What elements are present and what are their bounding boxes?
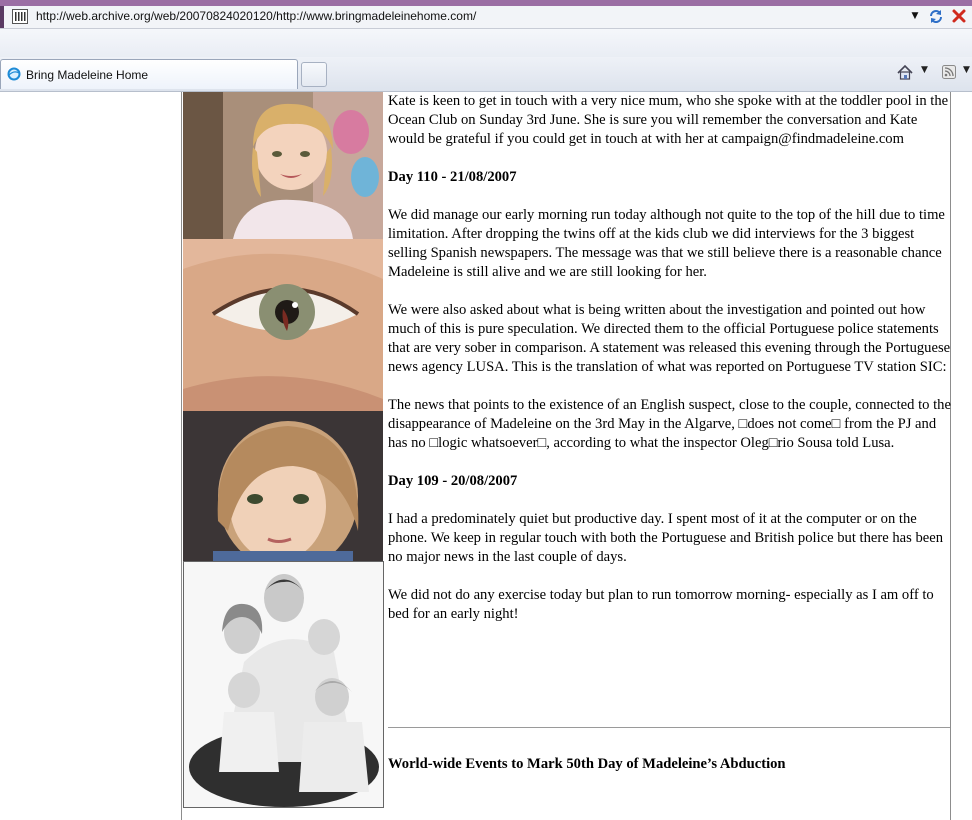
day109-paragraph-2: We did not do any exercise today but plan to run tomorrow morning- especially as I am off to bed for an early night! <box>388 587 934 622</box>
new-tab-button[interactable] <box>301 62 327 87</box>
intro-paragraph: Kate is keen to get in touch with a very nice mum, who she spoke with at the toddler pool in the Ocean Club on Sunday 3rd June. She is sure you will remember the conversation and Kate would be grateful if you could get in touch at with her at campaign@findmadeleine.com <box>388 93 949 147</box>
tab-bar <box>0 57 972 92</box>
day110-heading: Day 110 - 21/08/2007 <box>388 169 517 185</box>
section-divider <box>388 727 950 728</box>
tab-bring-madeleine-home[interactable] <box>0 59 298 89</box>
events-heading: World-wide Events to Mark 50th Day of Madeleine’s Abduction <box>388 756 786 772</box>
tab-title: Bring Madeleine Home <box>26 68 149 82</box>
family-photo <box>183 561 384 808</box>
eye-closeup-photo <box>183 239 383 411</box>
ie-globe-icon <box>7 67 21 81</box>
home-dropdown-icon[interactable]: ▼ <box>921 65 928 75</box>
day110-paragraph-1: We did manage our early morning run today although not quite to the top of the hill due to time limitation. After dropping the twins off at the kids club we did interviews for the 3 biggest selling Spanish newspapers. The message was that we still believe there is a reasonable chance Madeleine is still alive and we are still looking for her. <box>388 207 945 280</box>
day110-paragraph-2: We were also asked about what is being written about the investigation and pointed out how much of this is pure speculation. We directed them to the official Portuguese police statements that are very sober in comparison. A statement was released this evening through the Portuguese news agency LUSA. This is the translation of what was reported on Portuguese TV station SIC: <box>388 302 951 375</box>
madeleine-smiling-photo <box>183 92 383 239</box>
feeds-icon[interactable] <box>942 65 956 79</box>
day110-paragraph-3: The news that points to the existence of an English suspect, close to the couple, connected to the disappearance of Madeleine on the 3rd May in the Algarve, □does not come□ from the PJ and has no □logic whatsoever□, according to what the inspector Oleg□rio Sousa told Lusa. <box>388 397 951 451</box>
refresh-icon[interactable] <box>927 8 945 25</box>
stop-icon[interactable] <box>950 8 968 25</box>
feeds-dropdown-icon[interactable]: ▼ <box>963 65 970 75</box>
address-bar[interactable] <box>0 6 972 29</box>
day109-paragraph-1: I had a predominately quiet but productive day. I spent most of it at the computer or on the phone. We keep in regular touch with both the Portuguese and British police but there has been no major news in the last couple of days. <box>388 511 944 565</box>
day109-heading: Day 109 - 20/08/2007 <box>388 473 518 489</box>
menu-area <box>0 29 972 58</box>
page-icon <box>12 9 28 24</box>
home-icon[interactable] <box>896 64 914 81</box>
address-url[interactable]: http://web.archive.org/web/20070824020120/http://www.bringmadeleinehome.com/ <box>36 9 477 23</box>
madeleine-portrait-photo <box>183 411 383 561</box>
address-dropdown-icon[interactable]: ▼ <box>911 11 919 21</box>
address-bar-edge <box>0 6 4 28</box>
blog-text-column <box>388 92 952 624</box>
